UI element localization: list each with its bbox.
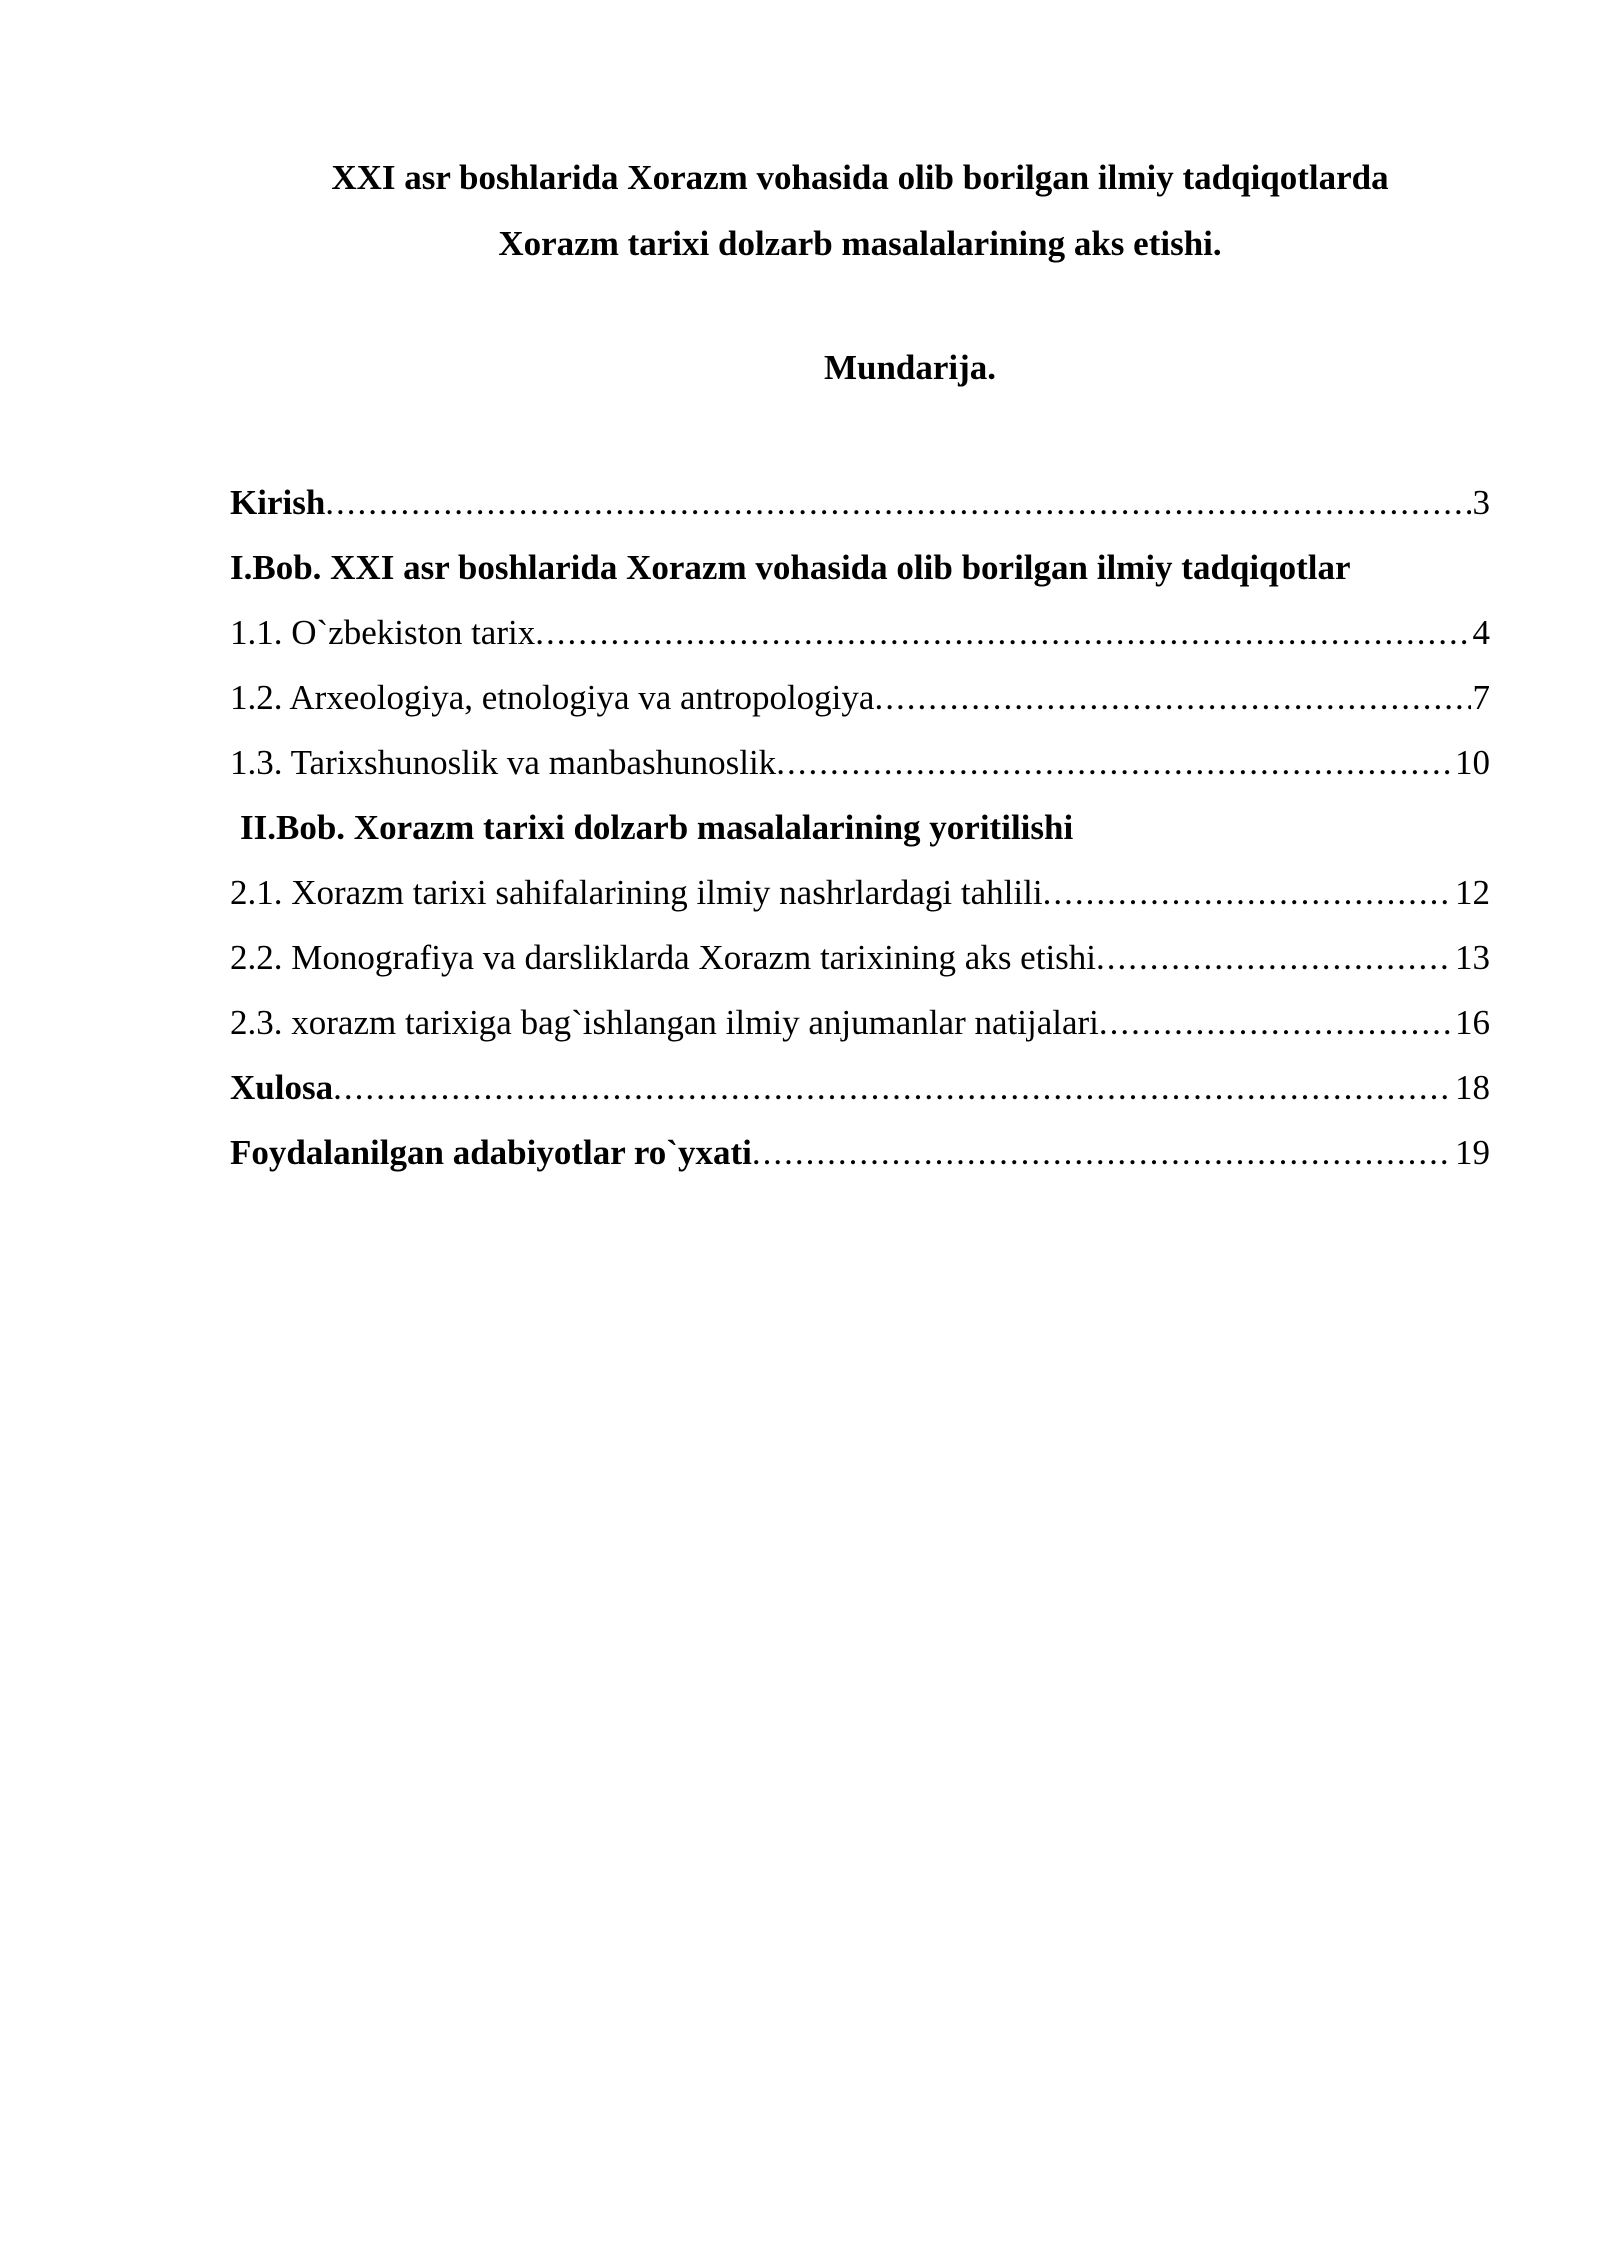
toc-entry-page: 3 bbox=[1472, 483, 1490, 522]
toc-entry-label: 1.3. Tarixshunoslik va manbashunoslik bbox=[230, 743, 777, 782]
toc-dot-leader bbox=[1096, 925, 1453, 990]
toc-chapter-label: II.Bob. Xorazm tarixi dolzarb masalalarining yoritilishi bbox=[240, 808, 1074, 847]
toc-chapter-1 bbox=[230, 535, 1490, 600]
toc-dot-leader bbox=[752, 1120, 1453, 1185]
toc-dot-leader bbox=[874, 665, 1470, 730]
toc-dot-leader bbox=[535, 600, 1470, 665]
toc-entry-page: 13 bbox=[1455, 938, 1490, 977]
toc-entry-1-1 bbox=[230, 600, 1490, 665]
title-line-1: XXI asr boshlarida Xorazm vohasida olib borilgan ilmiy tadqiqotlarda bbox=[331, 158, 1389, 197]
toc-entry-label: Kirish bbox=[230, 483, 326, 522]
toc-entry-label: Xulosa bbox=[230, 1068, 334, 1107]
toc-entry-2-2 bbox=[230, 925, 1490, 990]
toc-dot-leader bbox=[333, 1055, 1453, 1120]
toc-entry-label: 2.3. xorazm tarixiga bag`ishlangan ilmiy anjumanlar natijalari bbox=[230, 1003, 1099, 1042]
toc-entry-page: 10 bbox=[1455, 743, 1490, 782]
title-line-2: Xorazm tarixi dolzarb masalalarining aks etishi. bbox=[498, 224, 1222, 263]
document-title bbox=[230, 145, 1490, 277]
toc-dot-leader bbox=[1043, 860, 1453, 925]
toc-entry-page: 16 bbox=[1455, 1003, 1490, 1042]
toc-entry-kirish bbox=[230, 470, 1490, 535]
toc-entry-2-3 bbox=[230, 990, 1490, 1055]
toc-entry-label: Foydalanilgan adabiyotlar ro`yxati bbox=[230, 1133, 752, 1172]
toc-dot-leader bbox=[1099, 990, 1453, 1055]
toc-entry-2-1 bbox=[230, 860, 1490, 925]
toc-entry-page: 12 bbox=[1455, 873, 1490, 912]
toc-entry-xulosa bbox=[230, 1055, 1490, 1120]
toc-entry-label: 2.1. Xorazm tarixi sahifalarining ilmiy nashrlardagi tahlili bbox=[230, 873, 1043, 912]
toc-dot-leader bbox=[776, 730, 1453, 795]
toc-entry-label: 1.1. O`zbekiston tarix bbox=[230, 613, 536, 652]
toc-entry-page: 19 bbox=[1455, 1133, 1490, 1172]
toc-entry-page: 18 bbox=[1455, 1068, 1490, 1107]
toc-entry-1-3 bbox=[230, 730, 1490, 795]
toc-dot-leader bbox=[325, 470, 1470, 535]
toc-entry-1-2 bbox=[230, 665, 1490, 730]
toc-chapter-label: I.Bob. XXI asr boshlarida Xorazm vohasida olib borilgan ilmiy tadqiqotlar bbox=[230, 548, 1351, 587]
toc-entry-references bbox=[230, 1120, 1490, 1185]
contents-heading: Mundarija. bbox=[823, 348, 997, 387]
toc-entry-label: 1.2. Arxeologiya, etnologiya va antropologiya bbox=[230, 678, 875, 717]
table-of-contents bbox=[230, 470, 1490, 1185]
toc-entry-label: 2.2. Monografiya va darsliklarda Xorazm tarixining aks etishi bbox=[230, 938, 1097, 977]
toc-entry-page: 7 bbox=[1472, 678, 1490, 717]
toc-entry-page: 4 bbox=[1472, 613, 1490, 652]
toc-chapter-2 bbox=[230, 795, 1490, 860]
